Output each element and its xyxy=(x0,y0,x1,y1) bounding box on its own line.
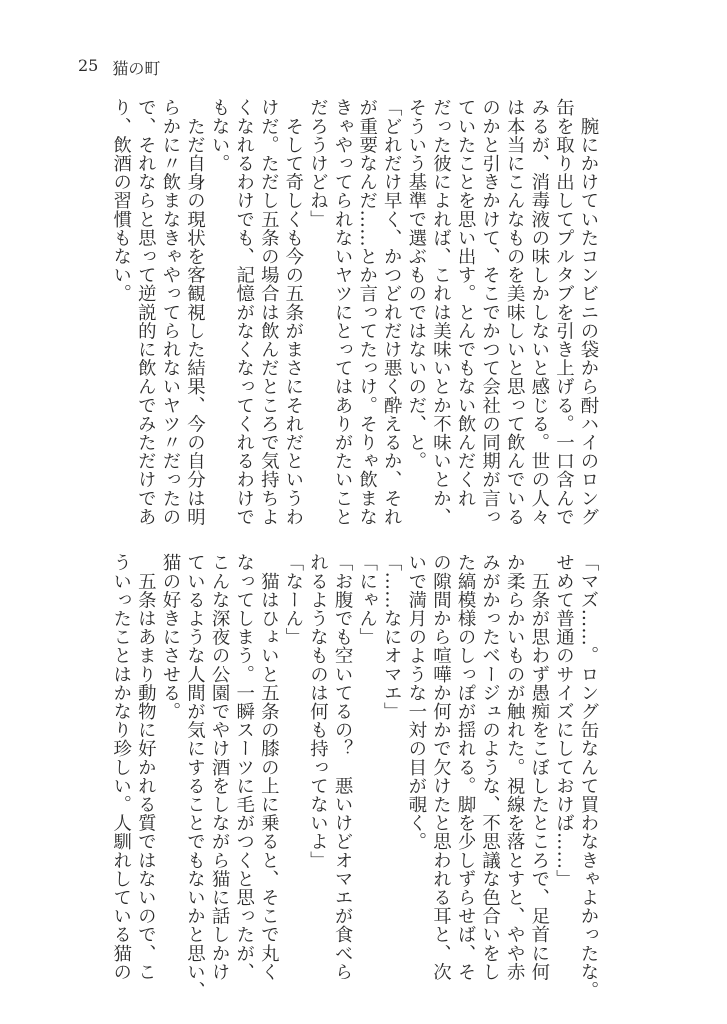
text-line: そして奇しくも今の五条がまさにそれだというわ xyxy=(282,98,304,526)
text-line: くなれるわけでも、記憶がなくなってくれるわけで xyxy=(233,98,255,526)
running-header xyxy=(78,56,160,79)
text-line: 「マズ……。ロング缶なんて買わなきゃよかったな。 xyxy=(578,553,599,1000)
text-line: 「どれだけ早く、かつどれだけ悪く酔えるか、それ xyxy=(381,98,403,526)
text-line: か柔らかいものが触れた。視線を落とすと、やや赤 xyxy=(504,553,526,981)
text-line: れるようなものは何も持ってないよ」 xyxy=(307,553,329,870)
text-line: 「なーん」 xyxy=(282,553,304,646)
text-line: 五条が思わず愚痴をこぼしたところで、足首に何 xyxy=(528,553,550,981)
text-line: 猫はひょいと五条の膝の上に乗ると、そこで丸く xyxy=(258,553,280,981)
text-line: せめて普通のサイズにしておけば……」 xyxy=(553,553,575,888)
text-line: きゃやってられないヤツにとってはありがたいこと xyxy=(332,98,354,526)
text-line: 「にゃん」 xyxy=(356,553,378,646)
text-line: 「……なにオマエ」 xyxy=(381,553,403,721)
text-line: 猫の好きにさせる。 xyxy=(159,553,181,721)
text-line: で、それならと思って逆説的に飲んでみただけであ xyxy=(135,98,157,526)
text-line: のかと引きかけて、そこでかつて会社の同期が言っ xyxy=(479,98,501,526)
text-line: けだ。ただし五条の場合は飲んだところで気持ちよ xyxy=(258,98,280,526)
text-line: た縞模様のしっぽが揺れる。脚を少しずらせば、そ xyxy=(455,553,477,981)
text-line: 缶を取り出してプルタブを引き上げる。一口含んで xyxy=(553,98,575,526)
text-line: だった彼によれば、これは美味いとか不味いとか、 xyxy=(430,98,452,526)
text-line: ているような人間が気にすることでもないかと思い、 xyxy=(184,553,206,1000)
text-line: らかに〃飲まなきゃやってられないヤツ〃だったの xyxy=(159,98,181,526)
text-line: だろうけどね」 xyxy=(307,98,329,229)
text-line: 五条はあまり動物に好かれる質ではないので、こ xyxy=(135,553,157,981)
text-line: が重要なんだ……とか言ってたっけ。そりゃ飲まな xyxy=(356,98,378,526)
text-line: いで満月のような一対の目が覗く。 xyxy=(405,553,427,851)
text-line: り、飲酒の習慣もない。 xyxy=(110,98,132,303)
chapter-title: 猫の町 xyxy=(112,59,161,78)
text-line: こんな深夜の公園でやけ酒をしながら猫に話しかけ xyxy=(209,553,231,981)
text-line: 腕にかけていたコンビニの袋から酎ハイのロング xyxy=(578,98,599,526)
text-line: 「お腹でも空いてるの？ 悪いけどオマエが食べら xyxy=(332,553,354,981)
text-line: は本当にこんなものを美味しいと思って飲んでいる xyxy=(504,98,526,526)
text-line: なってしまう。一瞬スーツに毛がつくと思ったが、 xyxy=(233,553,255,981)
text-line: の隙間から喧嘩か何かで欠けたと思われる耳と、次 xyxy=(430,553,452,981)
page-number: 25 xyxy=(78,56,99,75)
text-line: ていたことを思い出す。とんでもない飲んだくれ xyxy=(455,98,477,508)
top-text-block xyxy=(108,98,600,526)
text-line: みるが、消毒液の味しかしないと感じる。世の人々 xyxy=(528,98,550,526)
text-line: みがかったベージュのような、不思議な色合いをし xyxy=(479,553,501,981)
text-line: ういったことはかなり珍しい。人馴れしている猫の xyxy=(110,553,132,981)
text-line: もない。 xyxy=(209,98,231,173)
text-line: そういう基準で選ぶものではないのだ、と。 xyxy=(405,98,427,470)
text-line: ただ自身の現状を客観視した結果、今の自分は明 xyxy=(184,98,206,526)
bottom-text-block xyxy=(108,553,600,1000)
